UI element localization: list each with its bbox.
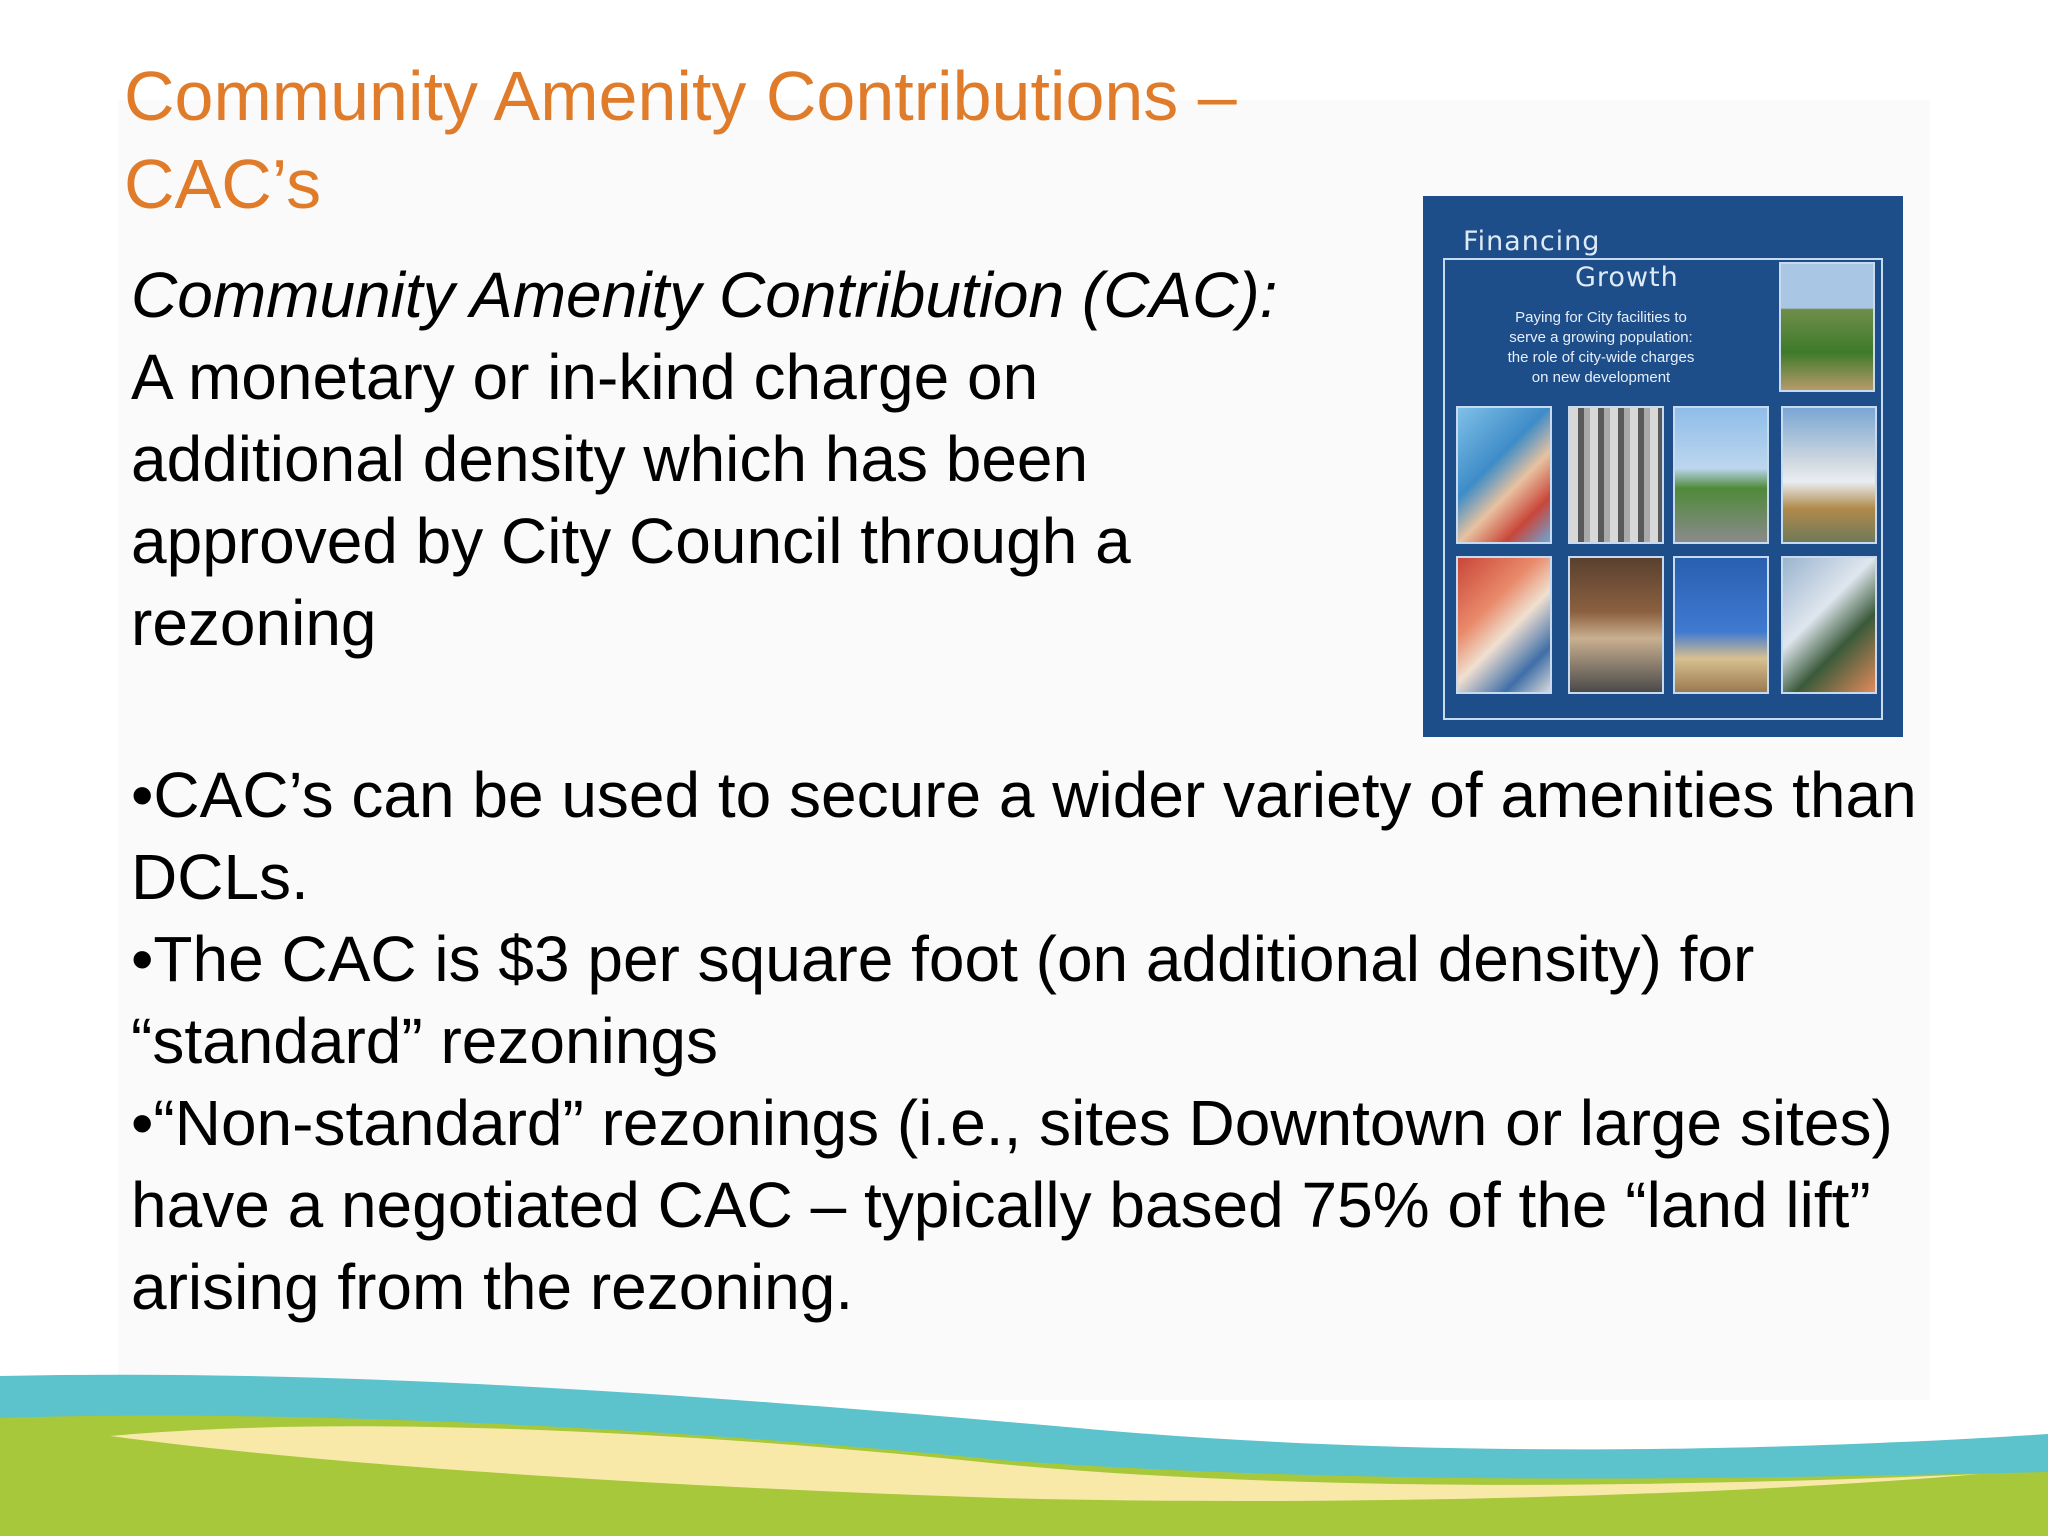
cover-title-line-2: Growth [1575,262,1679,293]
cac-definition [131,254,1281,664]
park-photo [1779,262,1875,392]
cover-subtitle-line: on new development [1531,369,1671,386]
cover-subtitle [1471,308,1731,388]
bullet-item: •The CAC is $3 per square foot (on additional density) for “standard” rezonings [131,923,1755,1077]
report-cover-image [1423,196,1903,737]
sign-photo [1673,556,1769,694]
bullet-item: •“Non-standard” rezonings (i.e., sites Downtown or large sites) have a negotiated CAC – typically based 75% of the “land lift” arising from the rezoning. [131,1087,1893,1323]
bullet-list [131,754,1971,1328]
cover-subtitle-line: serve a growing population: [1509,329,1693,346]
cover-subtitle-line: the role of city-wide charges [1507,349,1695,366]
title-line-2: CAC’s [124,145,322,223]
bullet-item: •CAC’s can be used to secure a wider variety of amenities than DCLs. [131,759,1917,913]
definition-term: Community Amenity Contribution (CAC): [131,259,1278,331]
pavilion-photo [1781,406,1877,544]
building-photo [1568,556,1664,694]
slide-title [124,52,1504,228]
cover-title-line-1: Financing [1463,226,1601,257]
decorative-bottom-wave [0,1360,2048,1536]
street-photo [1673,406,1769,544]
title-line-1: Community Amenity Contributions – [124,57,1237,135]
definition-text: A monetary or in-kind charge on additional density which has been approved by City Council through a rezoning [131,341,1131,659]
library-photo [1456,556,1552,694]
plaza-photo [1781,556,1877,694]
pool-photo [1456,406,1552,544]
cover-subtitle-line: Paying for City facilities to [1515,309,1687,326]
bridge-photo [1568,406,1664,544]
